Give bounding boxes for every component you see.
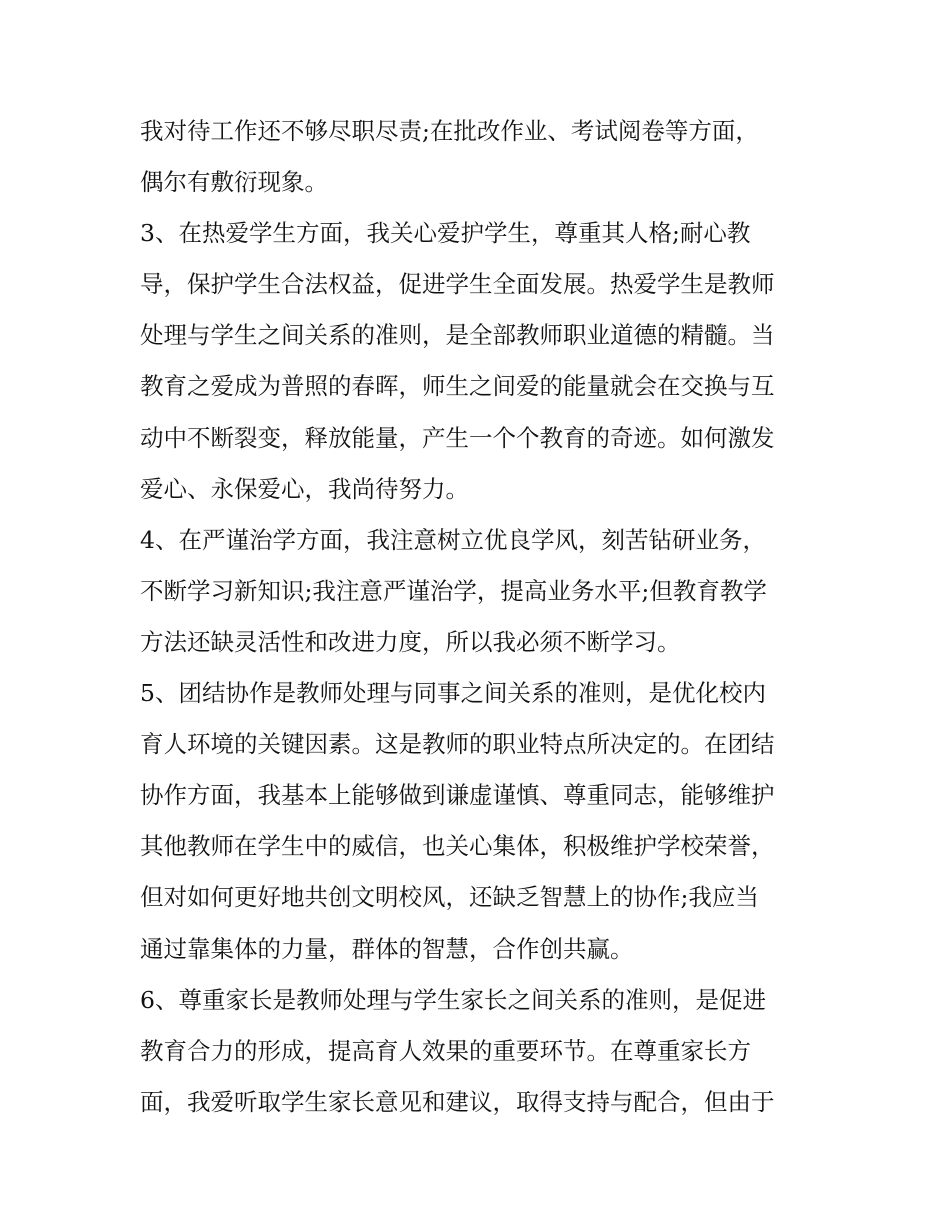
text-line: 但对如何更好地共创文明校风，还缺乏智慧上的协作;我应当 xyxy=(140,883,759,912)
text-line: 5、团结协作是教师处理与同事之间关系的准则，是优化校内 xyxy=(140,679,766,708)
text-line: 教育合力的形成，提高育人效果的重要环节。在尊重家长方 xyxy=(140,1036,751,1065)
text-line: 育人环境的关键因素。这是教师的职业特点所决定的。在团结 xyxy=(140,730,775,759)
text-line: 其他教师在学生中的威信，也关心集体，积极维护学校荣誉， xyxy=(140,832,775,861)
text-line: 动中不断裂变，释放能量，产生一个个教育的奇迹。如何激发 xyxy=(140,423,775,452)
text-line: 导，保护学生合法权益，促进学生全面发展。热爱学生是教师 xyxy=(140,270,775,299)
text-line: 我对待工作还不够尽职尽责;在批改作业、考试阅卷等方面， xyxy=(140,117,759,145)
text-line: 偶尔有敷衍现象。 xyxy=(140,168,328,197)
text-line: 处理与学生之间关系的准则，是全部教师职业道德的精髓。当 xyxy=(140,321,775,350)
text-line: 不断学习新知识;我注意严谨治学，提高业务水平;但教育教学 xyxy=(140,576,767,605)
document-body xyxy=(140,106,812,1128)
text-line: 通过靠集体的力量，群体的智慧，合作创共赢。 xyxy=(140,934,634,963)
text-line: 协作方面，我基本上能够做到谦虚谨慎、尊重同志，能够维护 xyxy=(140,781,775,810)
text-line: 教育之爱成为普照的春晖，师生之间爱的能量就会在交换与互 xyxy=(140,372,775,401)
text-line: 面，我爱听取学生家长意见和建议，取得支持与配合，但由于 xyxy=(140,1087,775,1116)
text-line: 方法还缺灵活性和改进力度，所以我必须不断学习。 xyxy=(140,627,681,656)
text-line: 4、在严谨治学方面，我注意树立优良学风，刻苦钻研业务， xyxy=(140,525,766,554)
text-line: 爱心、永保爱心，我尚待努力。 xyxy=(140,474,469,503)
text-line: 3、在热爱学生方面，我关心爱护学生，尊重其人格;耐心教 xyxy=(140,219,751,248)
text-line: 6、尊重家长是教师处理与学生家长之间关系的准则，是促进 xyxy=(140,985,766,1014)
